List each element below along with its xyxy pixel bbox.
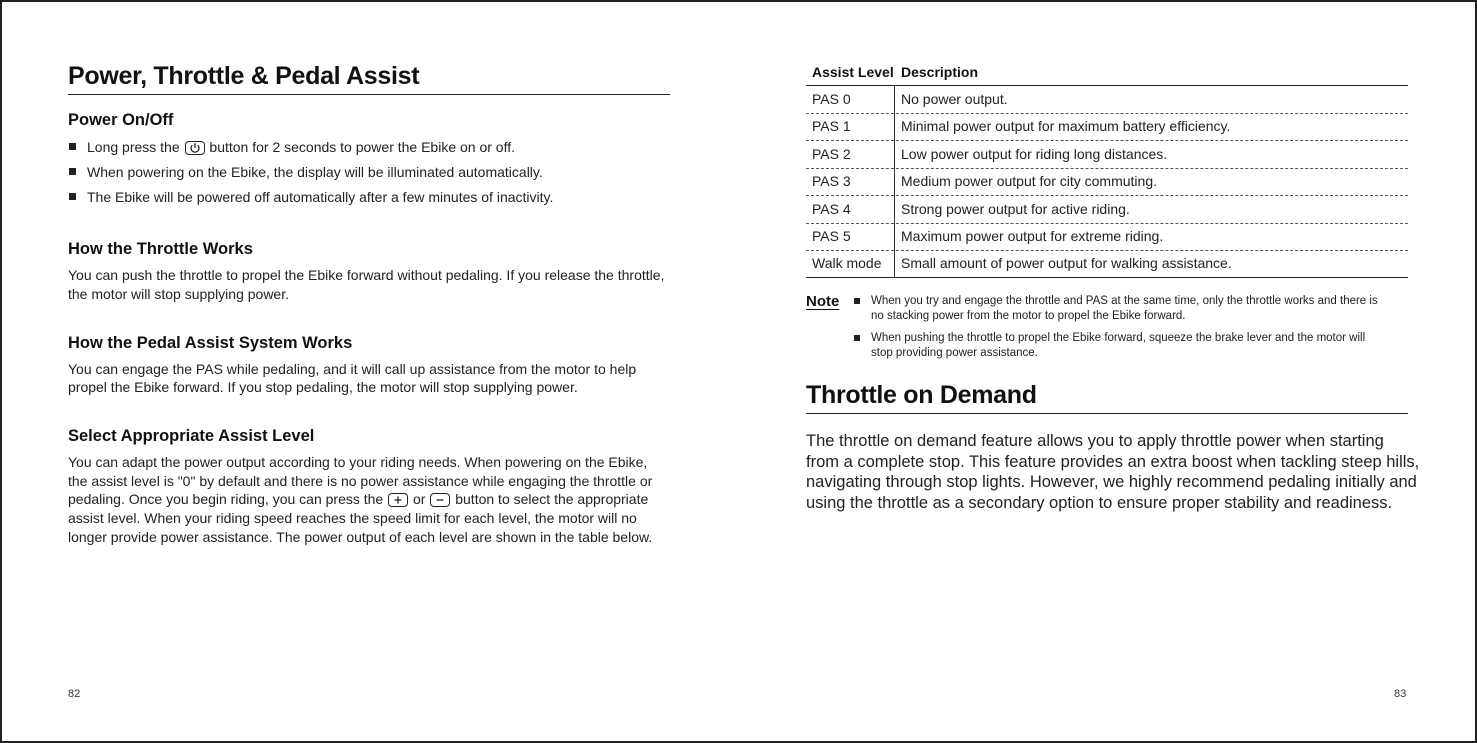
title-rule [68, 94, 670, 95]
table-cell-description: Medium power output for city commuting. [901, 173, 1157, 189]
pas-line-2: propel the Ebike forward. If you stop pedaling, the motor will stop supplying power. [68, 379, 578, 395]
minus-icon [430, 493, 450, 507]
square-bullet-icon [854, 335, 860, 341]
tod-line-3: navigating through stop lights. However, we highly recommend pedaling initially and [806, 473, 1417, 491]
note-item-2-line-2: stop providing power assistance. [871, 347, 1038, 359]
throttle-line-2: the motor will stop supplying power. [68, 286, 289, 302]
power-bullet-3: The Ebike will be powered off automatically after a few minutes of inactivity. [87, 189, 554, 205]
power-bullet-2: When powering on the Ebike, the display will be illuminated automatically. [87, 164, 543, 180]
assist-line-4: assist level. When your riding speed reaches the speed limit for each level, the motor will no [68, 510, 637, 526]
tod-line-4: using the throttle as a secondary option to ensure proper stability and readiness. [806, 494, 1393, 512]
table-cell-description: Low power output for riding long distances. [901, 146, 1168, 162]
table-row [806, 141, 1408, 168]
table-row [806, 168, 1408, 195]
section-rule [806, 413, 1408, 414]
square-bullet-icon [69, 143, 76, 150]
table-cell-level: PAS 4 [812, 201, 851, 217]
table-row [806, 196, 1408, 223]
table-cell-level: PAS 2 [812, 146, 851, 162]
pas-heading: How the Pedal Assist System Works [68, 334, 353, 352]
table-row [806, 223, 1408, 250]
page-title: Power, Throttle & Pedal Assist [68, 62, 420, 90]
assist-heading: Select Appropriate Assist Level [68, 427, 315, 445]
square-bullet-icon [69, 193, 76, 200]
table-cell-level: Walk mode [812, 255, 882, 271]
table-cell-description: Minimal power output for maximum battery efficiency. [901, 118, 1231, 134]
assist-line-5: longer provide power assistance. The power output of each level are shown in the table below. [68, 529, 653, 545]
assist-line-3-before: pedaling. Once you begin riding, you can press the [68, 491, 384, 507]
assist-line-3-after: button to select the appropriate [455, 491, 649, 507]
table-cell-description: Maximum power output for extreme riding. [901, 228, 1164, 244]
table-cell-level: PAS 5 [812, 228, 851, 244]
table-cell-description: Small amount of power output for walking assistance. [901, 255, 1232, 271]
table-header-description: Description [901, 64, 979, 80]
table-row [806, 250, 1408, 277]
power-bullet-1 [87, 138, 515, 157]
table-cell-level: PAS 0 [812, 91, 851, 107]
table-bottom-rule [806, 277, 1408, 278]
power-bullet-1-after: button for 2 seconds to power the Ebike on or off. [209, 139, 516, 155]
power-heading: Power On/Off [68, 111, 174, 129]
table-row [806, 86, 1408, 113]
table-header-level: Assist Level [812, 64, 894, 80]
note-item-2-line-1: When pushing the throttle to propel the Ebike forward, squeeze the brake lever and the motor will [871, 332, 1366, 344]
page-number-left: 82 [68, 688, 81, 700]
assist-line-3-or: or [413, 491, 426, 507]
tod-line-1: The throttle on demand feature allows you to apply throttle power when starting [806, 432, 1384, 450]
power-bullet-1-before: Long press the [87, 139, 180, 155]
note-item-1-line-1: When you try and engage the throttle and PAS at the same time, only the throttle works and there is [871, 295, 1378, 307]
assist-line-1: You can adapt the power output according to your riding needs. When powering on the Ebike, [68, 454, 648, 470]
tod-line-2: from a complete stop. This feature provides an extra boost when tackling steep hills, [806, 453, 1420, 471]
table-cell-level: PAS 3 [812, 173, 851, 189]
note-item-1-line-2: no stacking power from the motor to propel the Ebike forward. [871, 310, 1186, 322]
table-cell-level: PAS 1 [812, 118, 851, 134]
power-icon [185, 141, 205, 155]
table-cell-description: No power output. [901, 91, 1008, 107]
plus-icon [388, 493, 408, 507]
throttle-line-1: You can push the throttle to propel the Ebike forward without pedaling. If you release the throttle, [68, 267, 665, 283]
square-bullet-icon [69, 168, 76, 175]
section-title-throttle-on-demand: Throttle on Demand [806, 381, 1037, 409]
pas-line-1: You can engage the PAS while pedaling, and it will call up assistance from the motor to help [68, 361, 637, 377]
table-row [806, 113, 1408, 140]
square-bullet-icon [854, 298, 860, 304]
throttle-heading: How the Throttle Works [68, 240, 253, 258]
note-label: Note [806, 293, 840, 310]
assist-line-3 [68, 490, 648, 509]
assist-line-2: the assist level is "0" by default and there is no power assistance while engaging the throttle or [68, 473, 653, 489]
page-number-right: 83 [1394, 688, 1407, 700]
table-cell-description: Strong power output for active riding. [901, 201, 1130, 217]
